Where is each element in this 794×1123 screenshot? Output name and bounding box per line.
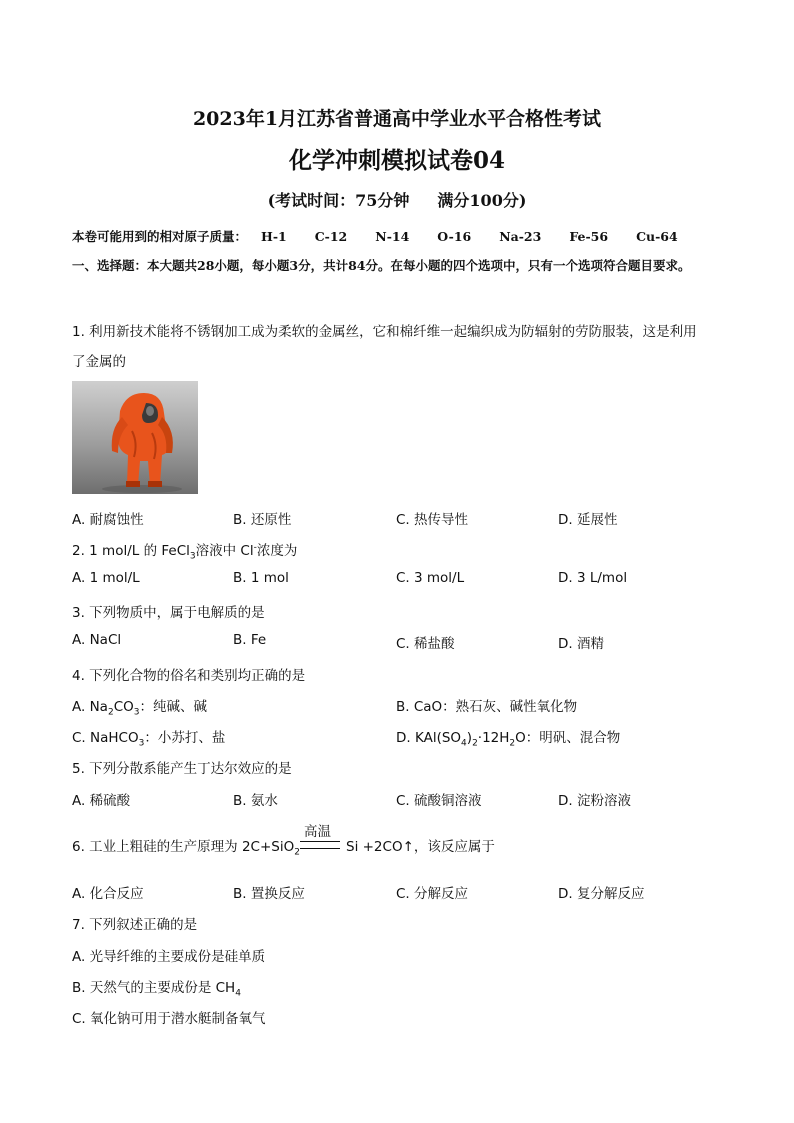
q2-option-c: C. 3 mol/L — [396, 570, 465, 586]
q4-option-d: D. $KAl(SO_4)_2\cdot 12H_2O$：明矾、混合物 — [396, 730, 621, 749]
q3-option-b: B. Fe — [233, 632, 267, 648]
atomic-mass-o: O-16 — [437, 229, 472, 244]
q6-option-b: B. 置换反应 — [233, 886, 305, 902]
q6-stem — [72, 822, 672, 872]
atomic-masses — [72, 227, 678, 245]
q3-stem: 3. 下列物质中，属于电解质的是 — [72, 605, 265, 621]
atomic-mass-c: C-12 — [314, 229, 348, 244]
q4-stem: 4. 下列化合物的俗名和类别均正确的是 — [72, 668, 306, 684]
q6-option-a: A. 化合反应 — [72, 886, 144, 902]
q6-equals-sign — [300, 841, 340, 849]
q5-option-a: A. 稀硫酸 — [72, 793, 131, 809]
q1-option-b: B. 还原性 — [233, 512, 292, 528]
q5-option-d: D. 淀粉溶液 — [558, 793, 631, 809]
q5-stem: 5. 下列分散系能产生丁达尔效应的是 — [72, 761, 292, 777]
hazmat-suit-photo — [72, 381, 198, 494]
q5-option-b: B. 氨水 — [233, 793, 278, 809]
q6-condition: 高温 — [304, 824, 331, 840]
q2-option-b: B. 1 mol — [233, 570, 289, 586]
atomic-mass-fe: Fe-56 — [569, 229, 609, 244]
atomic-masses-label: 本卷可能用到的相对原子质量： — [72, 229, 248, 244]
q3-option-a: A. NaCl — [72, 632, 122, 648]
q2-option-d: D. 3 L/mol — [558, 570, 628, 586]
q7-option-c: C. 氧化钠可用于潜水艇制备氧气 — [72, 1011, 266, 1027]
q2-stem-part1: 2. 1 mol/L 的 FeCl — [72, 543, 190, 559]
atomic-mass-h: H-1 — [261, 229, 287, 244]
q4-option-b: B. CaO：熟石灰、碱性氧化物 — [396, 699, 578, 715]
q2-stem-part3: 浓度为 — [256, 543, 298, 559]
atomic-mass-n: N-14 — [375, 229, 410, 244]
q1-option-d: D. 延展性 — [558, 512, 618, 528]
q2-stem-sup: - — [253, 542, 257, 553]
q6-option-d: D. 复分解反应 — [558, 886, 645, 902]
q4-option-a: A. $Na_2CO_3$：纯碱、碱 — [72, 699, 207, 718]
q1-stem-line1: 1. 利用新技术能将不锈钢加工成为柔软的金属丝，它和棉纤维一起编织成为防辐射的劳防服装，这是利用 — [72, 324, 697, 340]
atomic-mass-cu: Cu-64 — [636, 229, 678, 244]
q2-option-a: A. 1 mol/L — [72, 570, 140, 586]
q4-option-c: C. NaHCO$_3$：小苏打、盐 — [72, 730, 226, 749]
q2-stem — [72, 539, 297, 562]
exam-time: (考试时间：75分钟 — [267, 191, 410, 210]
q2-stem-part2: 溶液中 Cl — [195, 543, 254, 559]
q7-stem: 7. 下列叙述正确的是 — [72, 917, 198, 933]
q3-option-d: D. 酒精 — [558, 636, 604, 652]
exam-title: 2023年1月江苏省普通高中学业水平合格性考试 — [192, 108, 602, 130]
exam-info — [0, 188, 794, 211]
q7-option-b: B. 天然气的主要成份是 $CH_4$ — [72, 980, 241, 999]
q3-option-c: C. 稀盐酸 — [396, 636, 455, 652]
section-heading: 一、选择题：本大题共28小题，每小题3分，共计84分。在每小题的四个选项中，只有一个选项符合题目要求。 — [72, 258, 691, 273]
q5-option-c: C. 硫酸铜溶液 — [396, 793, 482, 809]
q2-stem-sub: 3 — [189, 551, 196, 562]
q1-option-c: C. 热传导性 — [396, 512, 469, 528]
q6-option-c: C. 分解反应 — [396, 886, 469, 902]
q1-option-a: A. 耐腐蚀性 — [72, 512, 144, 528]
q7-option-a: A. 光导纤维的主要成份是硅单质 — [72, 949, 266, 965]
q1-stem-line2: 了金属的 — [72, 354, 126, 370]
atomic-mass-na: Na-23 — [499, 229, 542, 244]
full-score: 满分100分) — [437, 191, 527, 210]
exam-subtitle: 化学冲刺模拟试卷04 — [288, 147, 505, 174]
q6-stem-part1: 6. 工业上粗硅的生产原理为 2C+SiO$_2$ — [72, 839, 300, 858]
q6-product: Si +2CO↑，该反应属于 — [346, 839, 495, 855]
